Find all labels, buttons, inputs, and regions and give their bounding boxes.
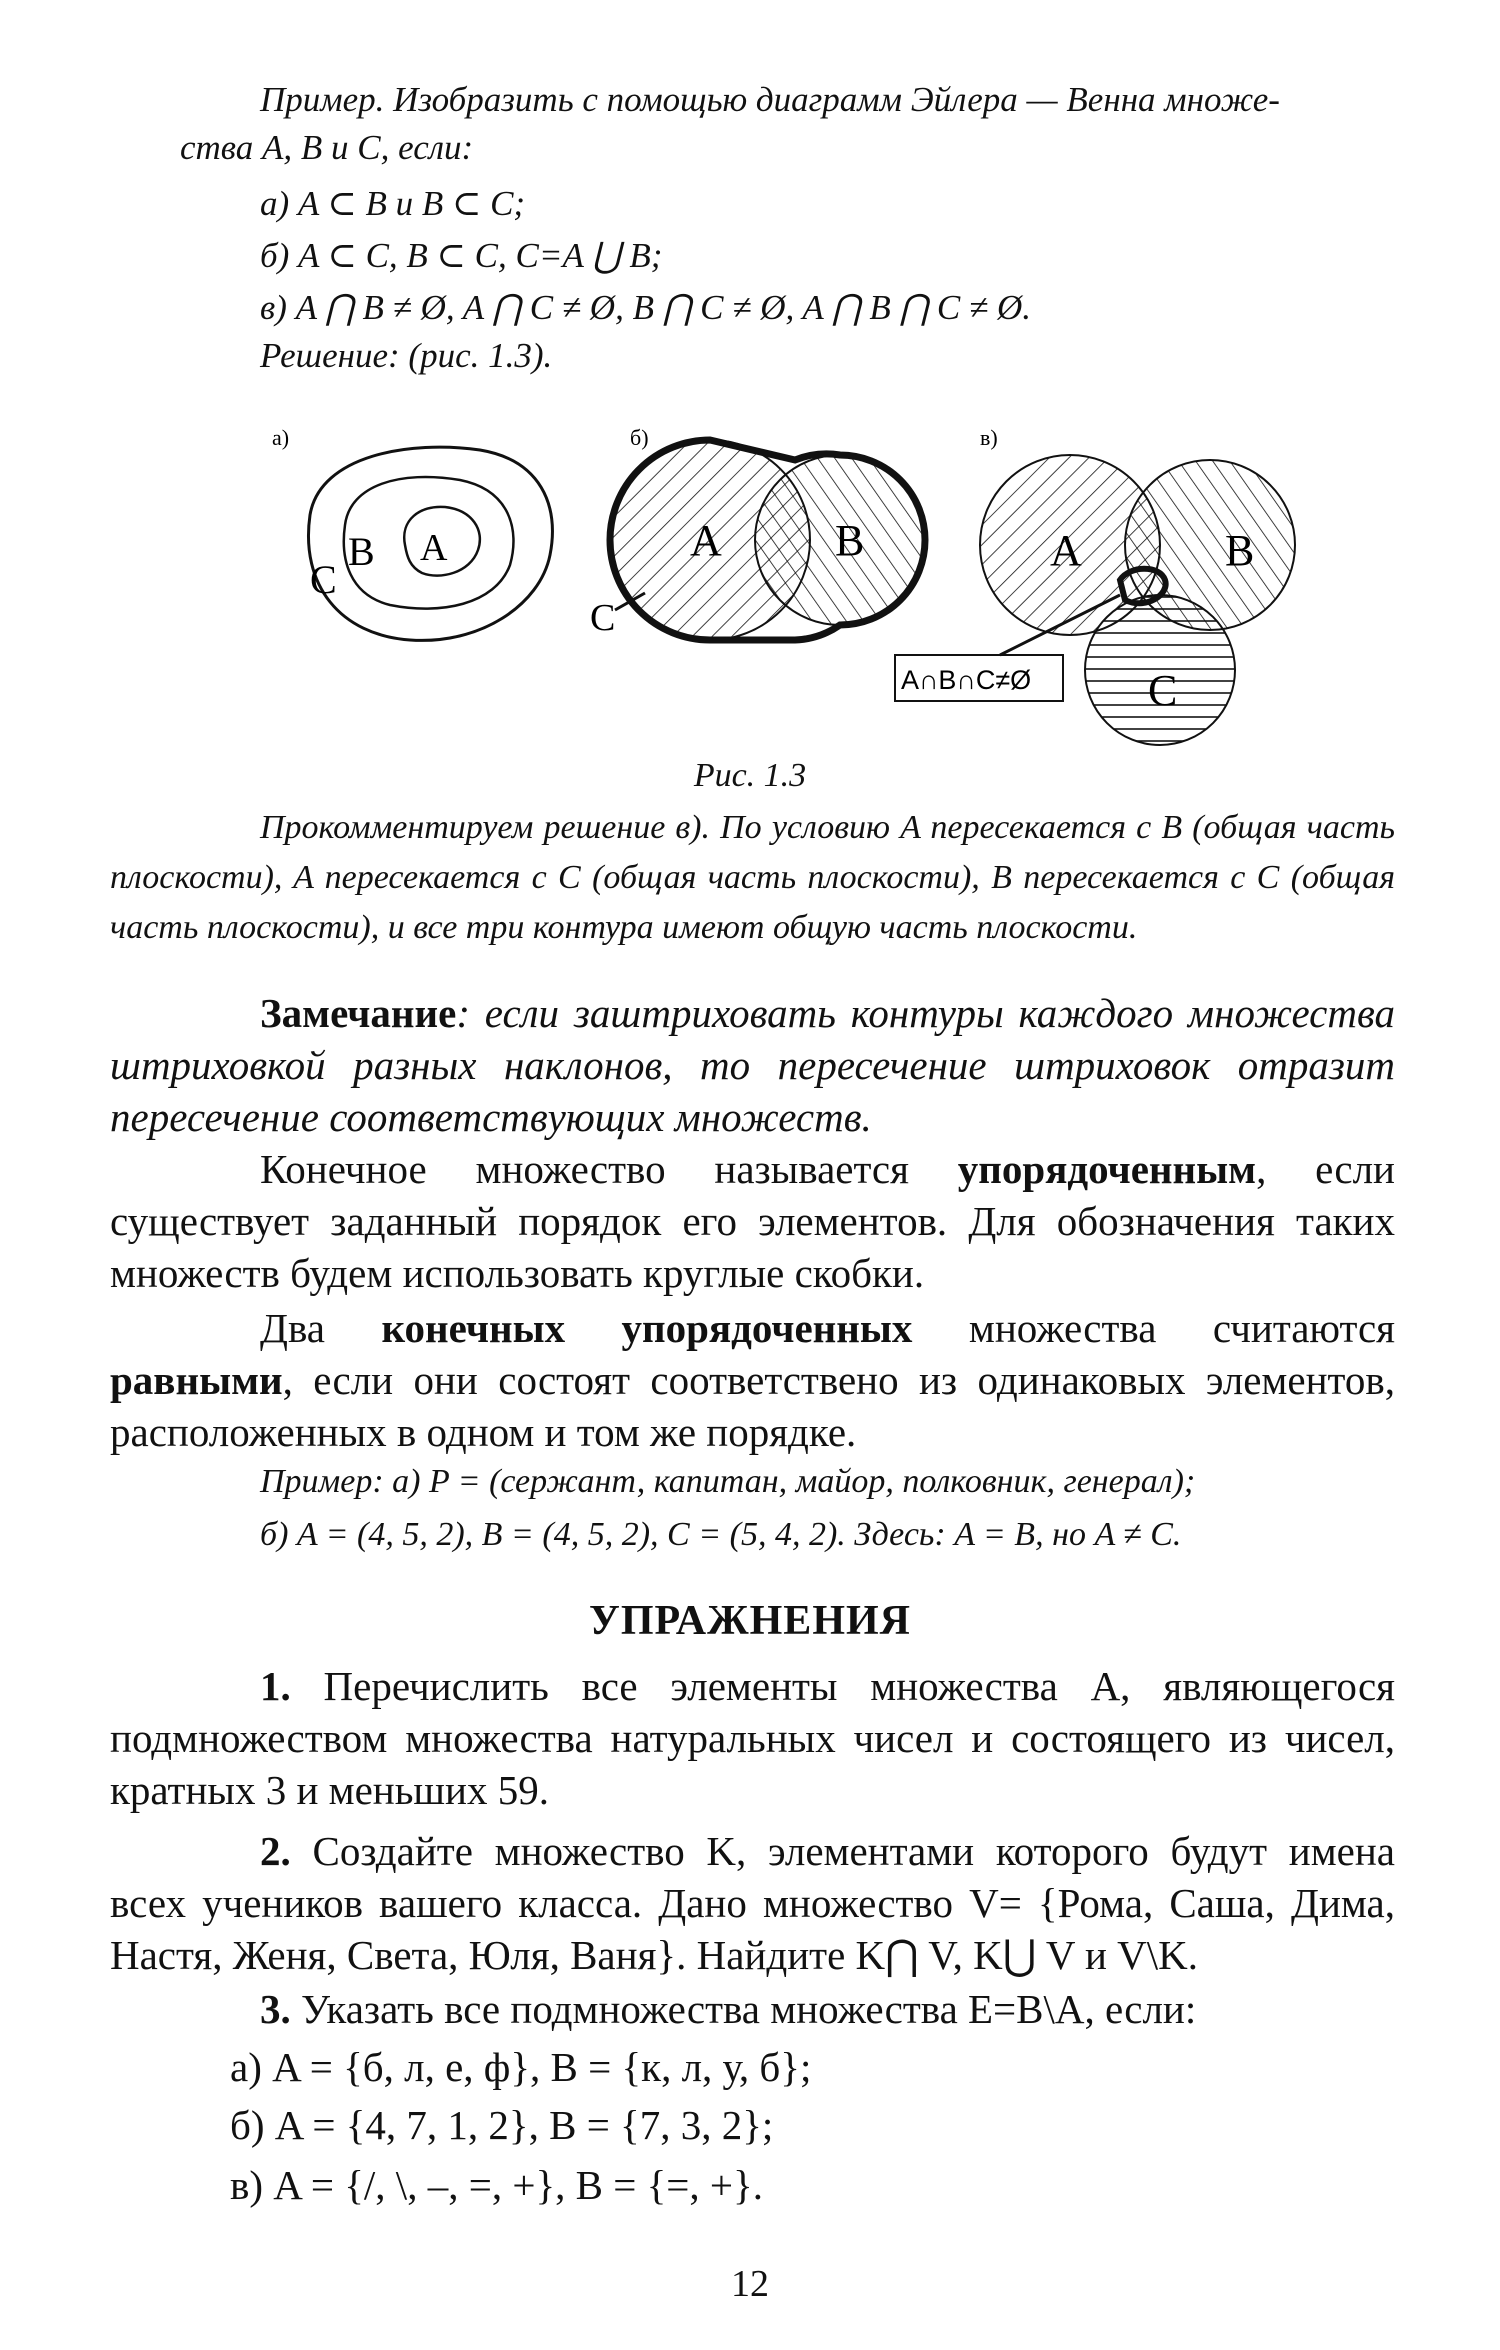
example1-intro-line2: ства A, B и C, если: (180, 128, 474, 167)
panel-a-label-c: C (310, 557, 337, 602)
equal-text-1: Два (260, 1305, 382, 1351)
remark-paragraph (110, 987, 1395, 1143)
example1-item-v: в) A ⋂ B ≠ Ø, A ⋂ C ≠ Ø, B ⋂ C ≠ Ø, A ⋂ B ⋂ C ≠ Ø. (260, 288, 1031, 327)
exercise-2 (110, 1825, 1395, 1981)
panel-b-label-b: B (835, 516, 865, 565)
figure-1-3 (240, 415, 1320, 755)
ordered-text-2: , если существует заданный порядок его элементов. Для обозначения таких множеств будем использовать круглые скобки. (110, 1146, 1395, 1296)
exercise-3-number: 3. (260, 1986, 291, 2032)
example1-solution: Решение: (рис. 1.3). (260, 336, 553, 375)
exercise-3-item-a: а) A = {б, л, е, ф}, B = {к, л, у, б}; (230, 2044, 812, 2090)
example1-item-b: б) A ⊂ C, B ⊂ C, C=A ⋃ B; (260, 236, 663, 275)
exercise-1-text: Перечислить все элементы множества A, являющегося подмножеством множества натуральных чисел и состоящего из чисел, кратных 3 и меньших 59. (110, 1663, 1395, 1813)
exercise-1 (110, 1660, 1395, 1816)
exercise-3-text: Указать все подмножества множества E=B\A, если: (290, 1986, 1197, 2032)
example2-line2: б) A = (4, 5, 2), B = (4, 5, 2), C = (5, 4, 2). Здесь: A = B, но A ≠ C. (260, 1516, 1182, 1553)
page-number: 12 (731, 2263, 769, 2305)
panel-v-label-a: A (1050, 526, 1082, 575)
exercise-3-item-b: б) A = {4, 7, 1, 2}, B = {7, 3, 2}; (230, 2102, 774, 2148)
panel-v-set-b (1125, 460, 1295, 630)
equal-term-2: равными (110, 1357, 283, 1403)
panel-b-label-a: A (690, 516, 722, 565)
panel-v-label: в) (980, 425, 998, 450)
equal-definition (110, 1302, 1395, 1458)
panel-v-label-c: C (1148, 666, 1178, 715)
panel-b-label: б) (630, 425, 649, 450)
exercise-2-text: Создайте множество K, элементами которого будут имена всех учеников вашего класса. Дано множество V= {Рома, Саша, Дима, Настя, Женя, Света, Юля, Ваня}. Найдите K⋂ V, K⋃ V и V\K. (110, 1828, 1395, 1978)
exercise-1-number: 1. (260, 1663, 291, 1709)
ordered-term: упорядоченным (957, 1146, 1257, 1192)
equal-term-1: конечных упорядоченных (381, 1305, 913, 1351)
example1-item-a: а) A ⊂ B и B ⊂ C; (260, 184, 526, 223)
ordered-text-1: Конечное множество называется (260, 1146, 958, 1192)
exercise-3 (110, 1983, 1395, 2035)
equal-text-2: множества считаются (912, 1305, 1395, 1351)
panel-v-intersection-text: A∩B∩C≠Ø (901, 665, 1032, 695)
panel-a-label: а) (272, 425, 290, 450)
panel-b-label-c: C (590, 597, 616, 639)
remark-label: Замечание (260, 990, 457, 1036)
example2-line1: Пример: а) P = (сержант, капитан, майор, полковник, генерал); (260, 1463, 1196, 1500)
remark-text: : если заштриховать контуры каждого множества штриховкой разных наклонов, то пересечение штриховок отразит пересечение соответствующих множеств. (110, 990, 1395, 1140)
exercise-3-item-v: в) A = {/, \, –, =, +}, B = {=, +}. (230, 2162, 763, 2208)
ordered-definition (110, 1143, 1395, 1299)
example1-intro-line1: Пример. Изобразить с помощью диаграмм Эйлера — Венна множе- (260, 80, 1280, 119)
equal-text-3: , если они состоят соответствено из одинаковых элементов, расположенных в одном и том же порядке. (110, 1357, 1395, 1455)
figure-caption: Рис. 1.3 (693, 757, 807, 794)
panel-a-label-a: A (420, 527, 448, 569)
panel-a-label-b: B (348, 529, 375, 574)
exercises-heading: УПРАЖНЕНИЯ (589, 1598, 911, 1644)
exercise-2-number: 2. (260, 1828, 291, 1874)
panel-v-label-b: B (1225, 526, 1255, 575)
comment-paragraph: Прокомментируем решение в). По условию A пересекается с B (общая часть плоскости), A пересекается с C (общая часть плоскости), B пересекается с C (общая часть плоскости), и все три контура имеют общую часть плоскости. (110, 809, 1395, 946)
